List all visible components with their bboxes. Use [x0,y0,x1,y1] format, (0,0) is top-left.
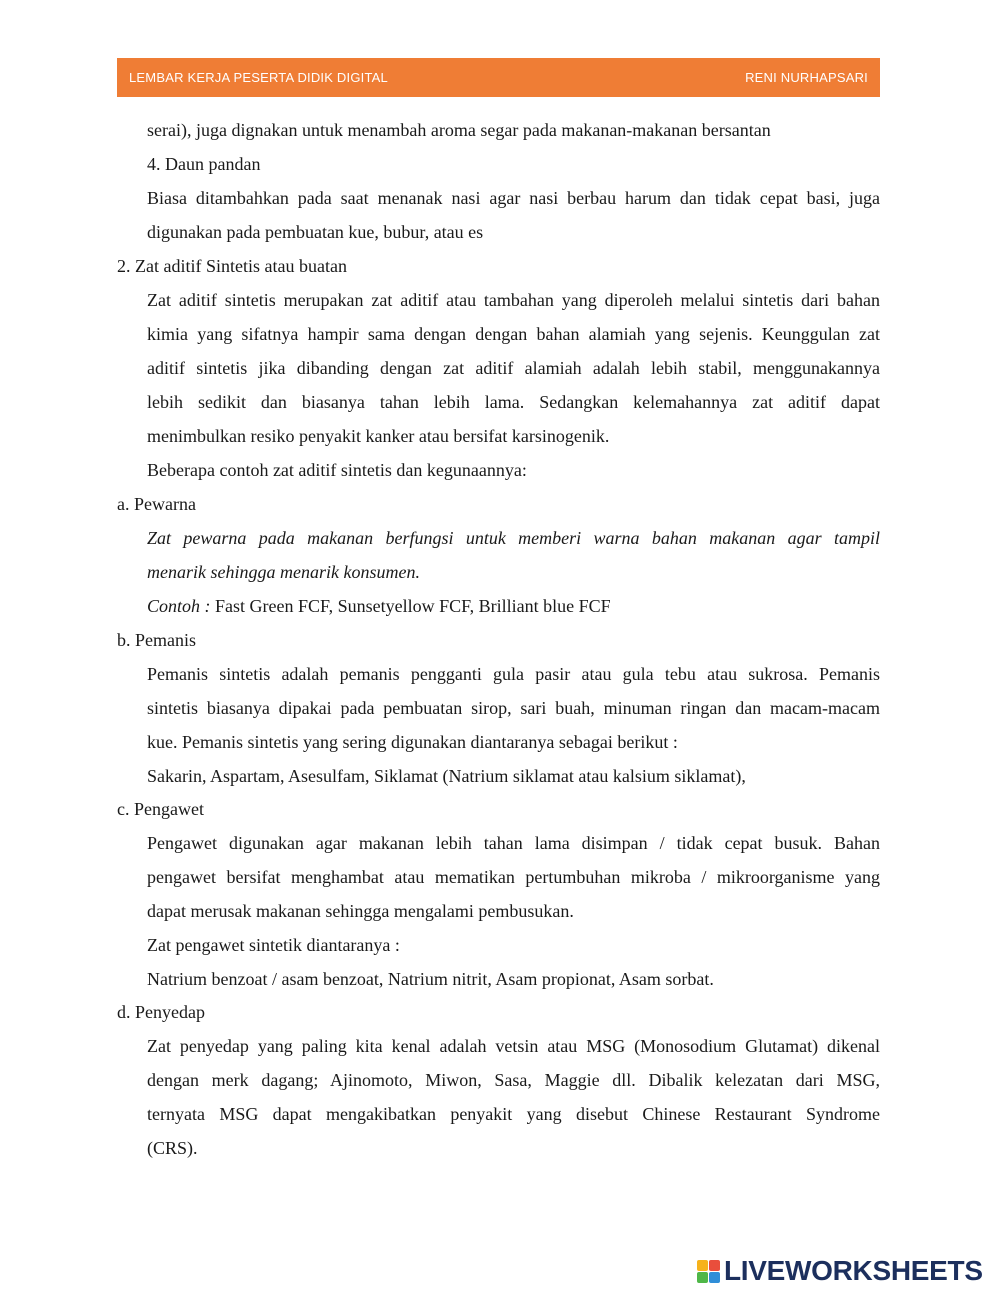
text-line [147,288,880,312]
text-line-content: dengan merk dagang; Ajinomoto, Miwon, Sasa, Maggie dll. Dibalik kelezatan dari MSG, [147,1070,880,1090]
text-line [147,1102,880,1126]
text-line: Natrium benzoat / asam benzoat, Natrium nitrit, Asam propionat, Asam sorbat. [147,969,714,989]
contoh-label: Contoh : [147,596,211,616]
subheading-pengawet: c. Pengawet [117,799,204,819]
text-line [147,322,880,346]
subheading-pewarna: a. Pewarna [117,494,196,514]
text-line: menarik sehingga menarik konsumen. [147,562,420,582]
section-heading-sintetis: 2. Zat aditif Sintetis atau buatan [117,256,347,276]
text-line [147,526,880,550]
text-line: dapat merusak makanan sehingga mengalami pembusukan. [147,901,574,921]
liveworksheets-logo[interactable] [697,1254,983,1288]
text-line: serai), juga dignakan untuk menambah aroma segar pada makanan-makanan bersantan [147,120,771,140]
text-line-content: Zat pewarna pada makanan berfungsi untuk memberi warna bahan makanan agar tampil [147,528,880,548]
logo-square [697,1272,708,1283]
logo-square [709,1260,720,1271]
text-line [147,831,880,855]
logo-square [709,1272,720,1283]
logo-mark-icon [697,1260,720,1283]
text-line-content: Biasa ditambahkan pada saat menanak nasi agar nasi berbau harum dan tidak cepat basi, juga [147,188,880,208]
text-line-content: Zat aditif sintetis merupakan zat aditif atau tambahan yang diperoleh melalui sintetis dari bahan [147,290,880,310]
text-line [147,1034,880,1058]
text-line: kue. Pemanis sintetis yang sering digunakan diantaranya sebagai berikut : [147,732,678,752]
text-line-content: pengawet bersifat menghambat atau mematikan pertumbuhan mikroba / mikroorganisme yang [147,867,880,887]
text-line [147,696,880,720]
logo-text: LIVEWORKSHEETS [724,1255,983,1286]
subheading-penyedap: d. Penyedap [117,1002,205,1022]
list-item-daun-pandan: 4. Daun pandan [147,154,261,174]
text-line: Zat pengawet sintetik diantaranya : [147,935,400,955]
text-line [147,186,880,210]
text-line-content: ternyata MSG dapat mengakibatkan penyakit yang disebut Chinese Restaurant Syndrome [147,1104,880,1124]
text-line-content: Pemanis sintetis adalah pemanis pengganti gula pasir atau gula tebu atau sukrosa. Pemanis [147,664,880,684]
text-line: Sakarin, Aspartam, Asesulfam, Siklamat (Natrium siklamat atau kalsium siklamat), [147,766,746,786]
text-line-content: sintetis biasanya dipakai pada pembuatan sirop, sari buah, minuman ringan dan macam-macam [147,698,880,718]
logo-square [697,1260,708,1271]
page-header [117,58,880,97]
text-line: menimbulkan resiko penyakit kanker atau bersifat karsinogenik. [147,426,610,446]
subheading-pemanis: b. Pemanis [117,630,196,650]
text-line-content: Pengawet digunakan agar makanan lebih tahan lama disimpan / tidak cepat busuk. Bahan [147,833,880,853]
text-line-content: aditif sintetis jika dibanding dengan zat aditif alamiah adalah lebih stabil, menggunakannya [147,358,880,378]
header-title: LEMBAR KERJA PESERTA DIDIK DIGITAL [129,70,388,85]
header-author: RENI NURHAPSARI [745,70,868,85]
text-line [147,356,880,380]
text-line-contoh [147,594,611,618]
contoh-text: Fast Green FCF, Sunsetyellow FCF, Brilliant blue FCF [210,596,611,616]
text-line-content: kimia yang sifatnya hampir sama dengan dengan bahan alamiah yang sejenis. Keunggulan zat [147,324,880,344]
text-line: digunakan pada pembuatan kue, bubur, atau es [147,222,484,242]
text-line [147,865,880,889]
text-line: Beberapa contoh zat aditif sintetis dan kegunaannya: [147,460,527,480]
text-line-content: Zat penyedap yang paling kita kenal adalah vetsin atau MSG (Monosodium Glutamat) dikenal [147,1036,880,1056]
text-line [147,1068,880,1092]
text-line: (CRS). [147,1138,198,1158]
text-line [147,390,880,414]
text-line-content: lebih sedikit dan biasanya tahan lebih lama. Sedangkan kelemahannya zat aditif dapat [147,392,880,412]
text-line [147,662,880,686]
